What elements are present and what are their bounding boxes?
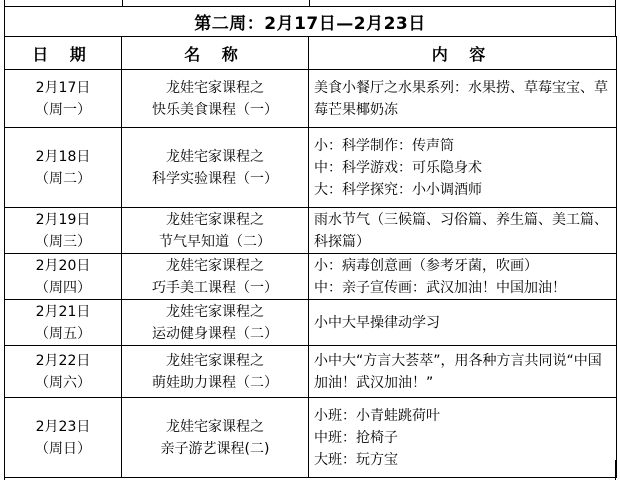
course-title: 科学实验课程（一） bbox=[152, 170, 278, 187]
column-header-content: 内 容 bbox=[309, 37, 617, 70]
course-series: 龙娃宅家课程之 bbox=[166, 418, 264, 435]
course-name-cell bbox=[122, 70, 309, 128]
content-line: 大：科学探究：小小调酒师 bbox=[314, 181, 482, 198]
content-cell bbox=[309, 300, 617, 346]
next-table-edge bbox=[4, 460, 616, 480]
date-text: 2月21日 bbox=[35, 303, 91, 320]
course-series: 龙娃宅家课程之 bbox=[166, 257, 264, 274]
content-line: 雨水节气（三候篇、习俗篇、养生篇、美工篇、科探篇） bbox=[314, 211, 608, 250]
course-series: 龙娃宅家课程之 bbox=[166, 303, 264, 320]
date-cell bbox=[5, 346, 122, 398]
content-line: 美食小餐厅之水果系列：水果捞、草莓宝宝、草莓芒果椰奶冻 bbox=[314, 79, 608, 118]
course-title: 节气早知道（二） bbox=[159, 233, 271, 250]
schedule-frame bbox=[4, 0, 616, 480]
date-text: 2月20日 bbox=[35, 257, 91, 274]
date-cell bbox=[5, 300, 122, 346]
date-text: 2月23日 bbox=[35, 418, 91, 435]
date-cell bbox=[5, 208, 122, 254]
weekday-text: （周日） bbox=[35, 440, 91, 457]
date-text: 2月17日 bbox=[35, 79, 91, 96]
content-line: 小：病毒创意画（参考牙菌，吹画） bbox=[314, 257, 538, 274]
course-title: 运动健身课程（二） bbox=[152, 325, 278, 342]
weekday-text: （周六） bbox=[35, 374, 91, 391]
date-cell bbox=[5, 254, 122, 300]
weekday-text: （周一） bbox=[35, 101, 91, 118]
course-series: 龙娃宅家课程之 bbox=[166, 148, 264, 165]
content-cell bbox=[309, 208, 617, 254]
table-row bbox=[5, 346, 617, 398]
course-title: 巧手美工课程（一） bbox=[152, 279, 278, 296]
date-text: 2月22日 bbox=[35, 352, 91, 369]
course-title: 亲子游艺课程(二) bbox=[160, 440, 270, 457]
date-text: 2月19日 bbox=[35, 211, 91, 228]
content-line: 中：科学游戏：可乐隐身术 bbox=[314, 159, 482, 176]
course-series: 龙娃宅家课程之 bbox=[166, 352, 264, 369]
column-header-name: 名 称 bbox=[122, 37, 309, 70]
content-cell bbox=[309, 254, 617, 300]
content-line: 中：亲子宣传画：武汉加油！中国加油！ bbox=[314, 279, 566, 296]
week-header: 第二周：2月17日—2月23日 bbox=[4, 6, 616, 37]
table-row bbox=[5, 254, 617, 300]
course-name-cell bbox=[122, 300, 309, 346]
course-name-cell bbox=[122, 254, 309, 300]
content-line: 中班：抢椅子 bbox=[314, 429, 398, 446]
date-text: 2月18日 bbox=[35, 148, 91, 165]
weekday-text: （周五） bbox=[35, 325, 91, 342]
content-cell bbox=[309, 128, 617, 208]
date-cell bbox=[5, 70, 122, 128]
table-row bbox=[5, 300, 617, 346]
weekday-text: （周二） bbox=[35, 170, 91, 187]
content-line: 大班：玩方宝 bbox=[314, 451, 398, 468]
course-series: 龙娃宅家课程之 bbox=[166, 211, 264, 228]
weekday-text: （周三） bbox=[35, 233, 91, 250]
content-cell bbox=[309, 346, 617, 398]
course-series: 龙娃宅家课程之 bbox=[166, 79, 264, 96]
course-name-cell bbox=[122, 128, 309, 208]
content-line: 小中大早操律动学习 bbox=[314, 314, 440, 331]
course-title: 萌娃助力课程（二） bbox=[152, 374, 278, 391]
content-line: 小中大“方言大荟萃”，用各种方言共同说“中国加油！武汉加油！” bbox=[314, 352, 602, 391]
column-header-date: 日 期 bbox=[5, 37, 122, 70]
content-cell bbox=[309, 70, 617, 128]
table-row bbox=[5, 128, 617, 208]
column-header-row bbox=[5, 37, 617, 70]
course-title: 快乐美食课程（一） bbox=[152, 101, 278, 118]
course-name-cell bbox=[122, 346, 309, 398]
course-name-cell bbox=[122, 208, 309, 254]
table-row bbox=[5, 70, 617, 128]
content-line: 小班：小青蛙跳荷叶 bbox=[314, 407, 440, 424]
table-row bbox=[5, 208, 617, 254]
weekday-text: （周四） bbox=[35, 279, 91, 296]
date-cell bbox=[5, 128, 122, 208]
schedule-table bbox=[4, 36, 617, 478]
content-line: 小：科学制作：传声筒 bbox=[314, 137, 454, 154]
